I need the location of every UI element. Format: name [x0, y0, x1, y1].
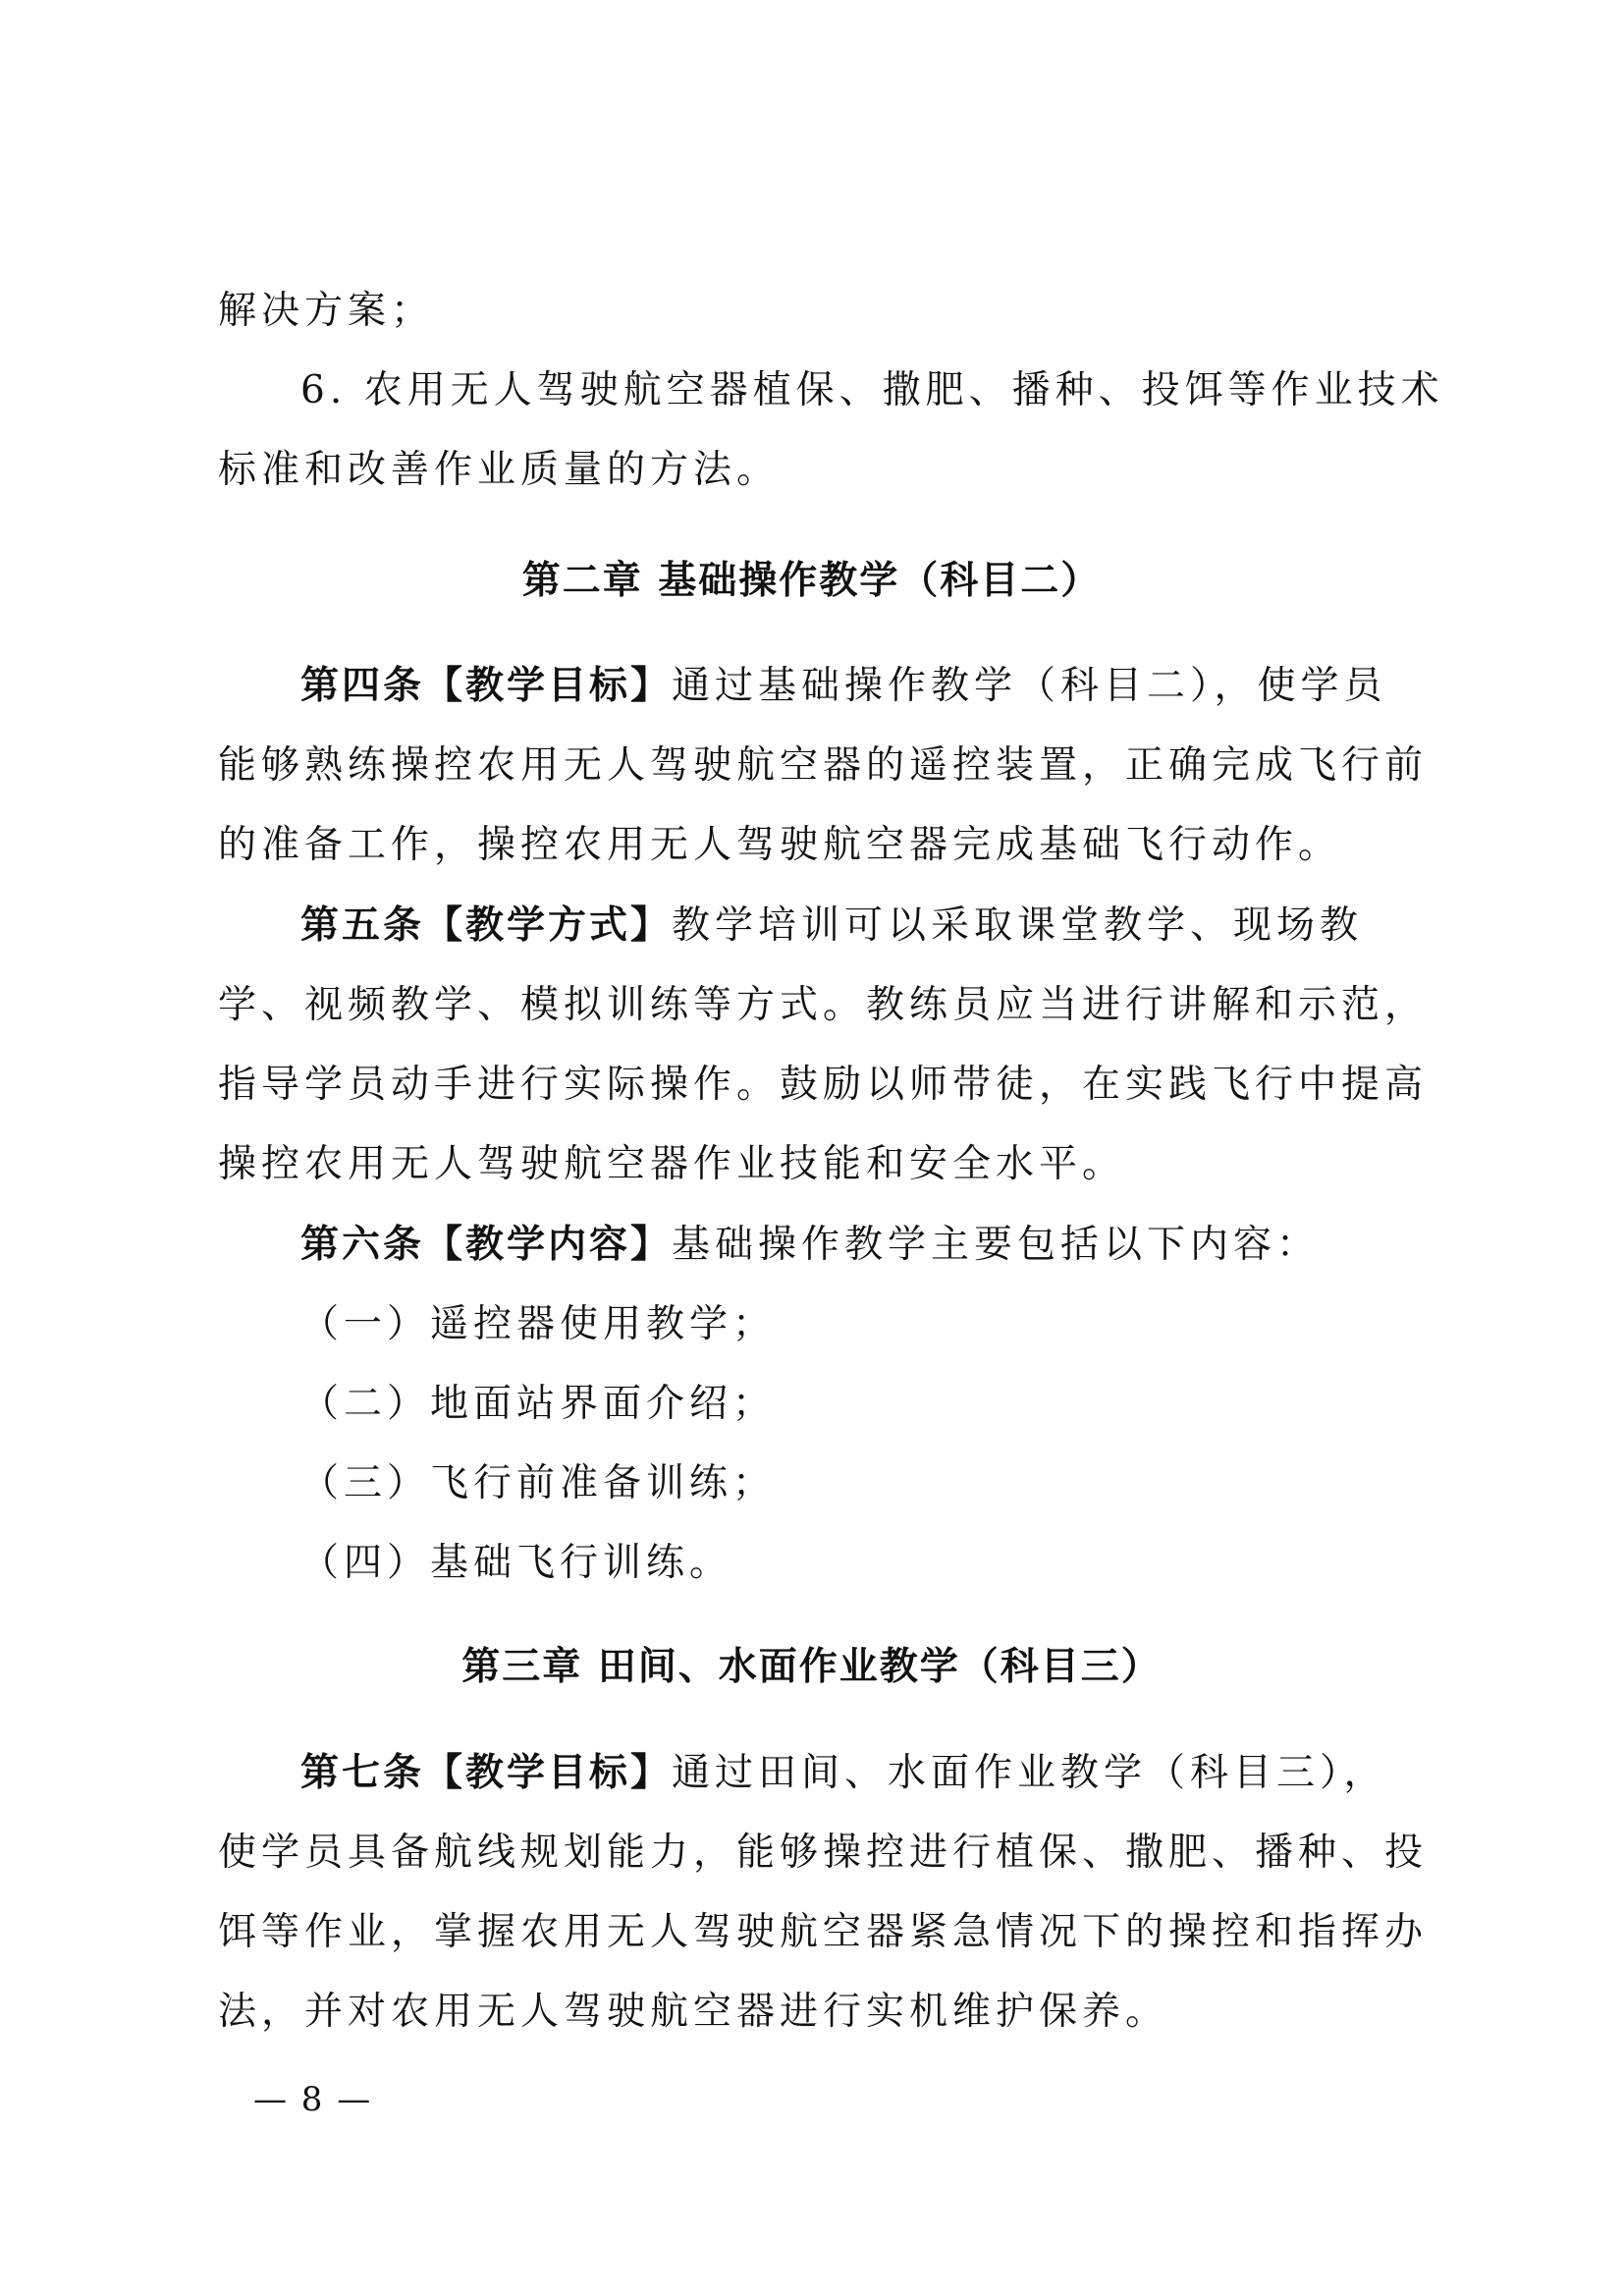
article-5-first-line	[218, 886, 1428, 965]
article-5	[218, 886, 1428, 1204]
list-item: （四）基础飞行训练。	[300, 1541, 733, 1585]
text-line: 的准备工作，操控农用无人驾驶航空器完成基础飞行动作。	[218, 823, 1342, 867]
chapter-2-heading: 第二章 基础操作教学（科目二）	[521, 559, 1102, 603]
article-7-text: 通过田间、水面作业教学（科目三），	[672, 1751, 1387, 1795]
text-line: 标准和改善作业质量的方法。	[218, 448, 781, 492]
article-5-text: 教学培训可以采取课堂教学、现场教	[672, 903, 1364, 948]
article-7-first-line	[218, 1733, 1428, 1813]
article-6-text: 基础操作教学主要包括以下内容：	[672, 1223, 1321, 1267]
text-line: 指导学员动手进行实际操作。鼓励以师带徒，在实践飞行中提高	[218, 1063, 1429, 1107]
article-4-first-line	[218, 646, 1428, 726]
article-6-first-line	[218, 1205, 1428, 1285]
list-item-6: 6. 农用无人驾驶航空器植保、撒肥、播种、投饵等作业技术	[300, 368, 1444, 412]
article-4-heading: 第四条【教学目标】	[300, 664, 673, 708]
article-7-heading: 第七条【教学目标】	[300, 1751, 673, 1795]
list-item: （一）遥控器使用教学；	[300, 1302, 777, 1346]
chapter-3-heading: 第三章 田间、水面作业教学（科目三）	[461, 1645, 1162, 1689]
article-4-text: 通过基础操作教学（科目二），使学员	[672, 664, 1387, 708]
article-6-heading: 第六条【教学内容】	[300, 1223, 673, 1267]
intro-paragraph	[218, 271, 1444, 510]
text-line: 操控农用无人驾驶航空器作业技能和安全水平。	[218, 1142, 1126, 1186]
list-item: （三）飞行前准备训练；	[300, 1461, 777, 1505]
article-4	[218, 646, 1428, 885]
text-line: 使学员具备航线规划能力，能够操控进行植保、撒肥、播种、投	[218, 1831, 1429, 1875]
text-line: 饵等作业，掌握农用无人驾驶航空器紧急情况下的操控和指挥办	[218, 1910, 1429, 1954]
text-line: 能够熟练操控农用无人驾驶航空器的遥控装置，正确完成飞行前	[218, 743, 1429, 788]
page-number: — 8 —	[253, 2080, 373, 2119]
text-line: 法，并对农用无人驾驶航空器进行实机维护保养。	[218, 1990, 1169, 2034]
text-line: 解决方案；	[218, 289, 435, 333]
article-5-heading: 第五条【教学方式】	[300, 903, 673, 948]
article-7	[218, 1733, 1428, 2051]
article-6	[218, 1205, 1428, 1603]
text-line: 学、视频教学、模拟训练等方式。教练员应当进行讲解和示范，	[218, 983, 1429, 1027]
list-item: （二）地面站界面介绍；	[300, 1382, 777, 1426]
